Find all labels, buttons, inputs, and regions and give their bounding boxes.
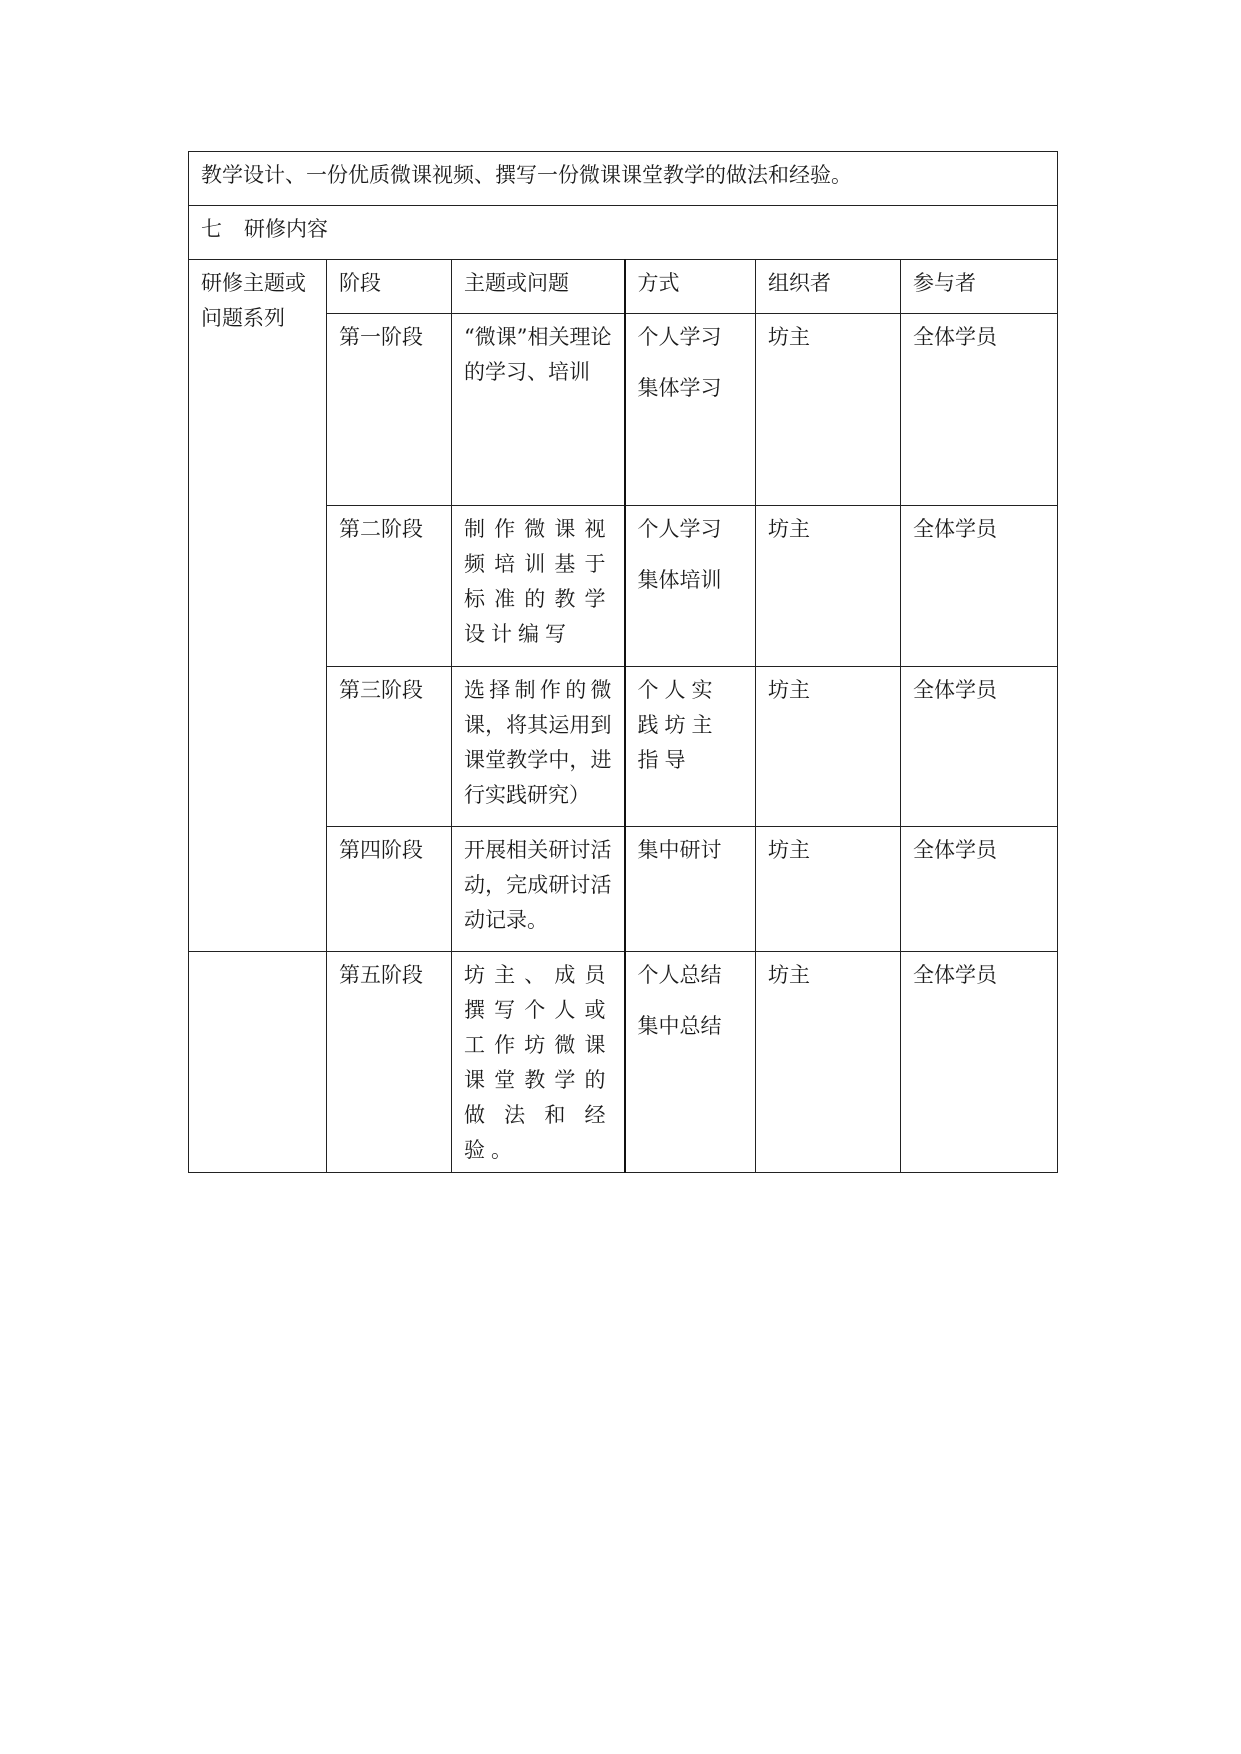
stage-cell: 第五阶段 <box>327 952 452 1173</box>
organizer-cell: 坊主 <box>756 667 901 827</box>
method-cell <box>625 827 756 952</box>
method-cell <box>625 952 756 1173</box>
method-item: 集体学习 <box>637 376 722 400</box>
method-item: 个人总结 <box>637 963 722 987</box>
method-item: 集中研讨 <box>637 838 722 862</box>
participants-cell: 全体学员 <box>901 506 1058 667</box>
organizer-cell: 坊主 <box>756 827 901 952</box>
method-item: 个人学习 <box>637 325 722 349</box>
stage-cell: 第三阶段 <box>327 667 452 827</box>
stage-cell: 第四阶段 <box>327 827 452 952</box>
participants-cell: 全体学员 <box>901 952 1058 1173</box>
topic-cell: 选择制作的微课，将其运用到课堂教学中，进行实践研究） <box>452 667 625 827</box>
method-item: 集中总结 <box>637 1014 722 1038</box>
method-item: 个人学习 <box>637 517 722 541</box>
intro-row <box>189 152 1058 206</box>
section-title: 研修内容 <box>244 217 328 241</box>
participants-cell: 全体学员 <box>901 827 1058 952</box>
method-item: 个人实践坊主指导 <box>637 678 719 772</box>
topic-cell: 坊主、成员撰写个人或工作坊微课课堂教学的做法和经验。 <box>452 952 625 1173</box>
section-heading <box>189 206 1058 260</box>
research-plan-table <box>188 151 1058 1173</box>
participants-cell: 全体学员 <box>901 667 1058 827</box>
participants-cell: 全体学员 <box>901 314 1058 506</box>
topic-cell: “微课”相关理论的学习、培训 <box>452 314 625 506</box>
intro-text: 教学设计、一份优质微课视频、撰写一份微课课堂教学的做法和经验。 <box>189 152 1058 206</box>
method-cell <box>625 314 756 506</box>
stage-cell: 第二阶段 <box>327 506 452 667</box>
topic-cell: 制作微课视频培训基于标准的教学设计编写 <box>452 506 625 667</box>
method-cell <box>625 667 756 827</box>
header-series: 研修主题或问题系列 <box>189 260 327 952</box>
organizer-cell: 坊主 <box>756 506 901 667</box>
header-method: 方式 <box>625 260 756 314</box>
empty-series-cell <box>189 952 327 1173</box>
stage-cell: 第一阶段 <box>327 314 452 506</box>
table-row <box>189 952 1058 1173</box>
header-organizer: 组织者 <box>756 260 901 314</box>
topic-cell: 开展相关研讨活动，完成研讨活动记录。 <box>452 827 625 952</box>
header-topic: 主题或问题 <box>452 260 625 314</box>
organizer-cell: 坊主 <box>756 314 901 506</box>
header-stage: 阶段 <box>327 260 452 314</box>
section-heading-row <box>189 206 1058 260</box>
section-number: 七 <box>201 217 222 241</box>
table-header-row <box>189 260 1058 314</box>
method-cell <box>625 506 756 667</box>
method-item: 集体培训 <box>637 568 722 592</box>
header-participants: 参与者 <box>901 260 1058 314</box>
organizer-cell: 坊主 <box>756 952 901 1173</box>
